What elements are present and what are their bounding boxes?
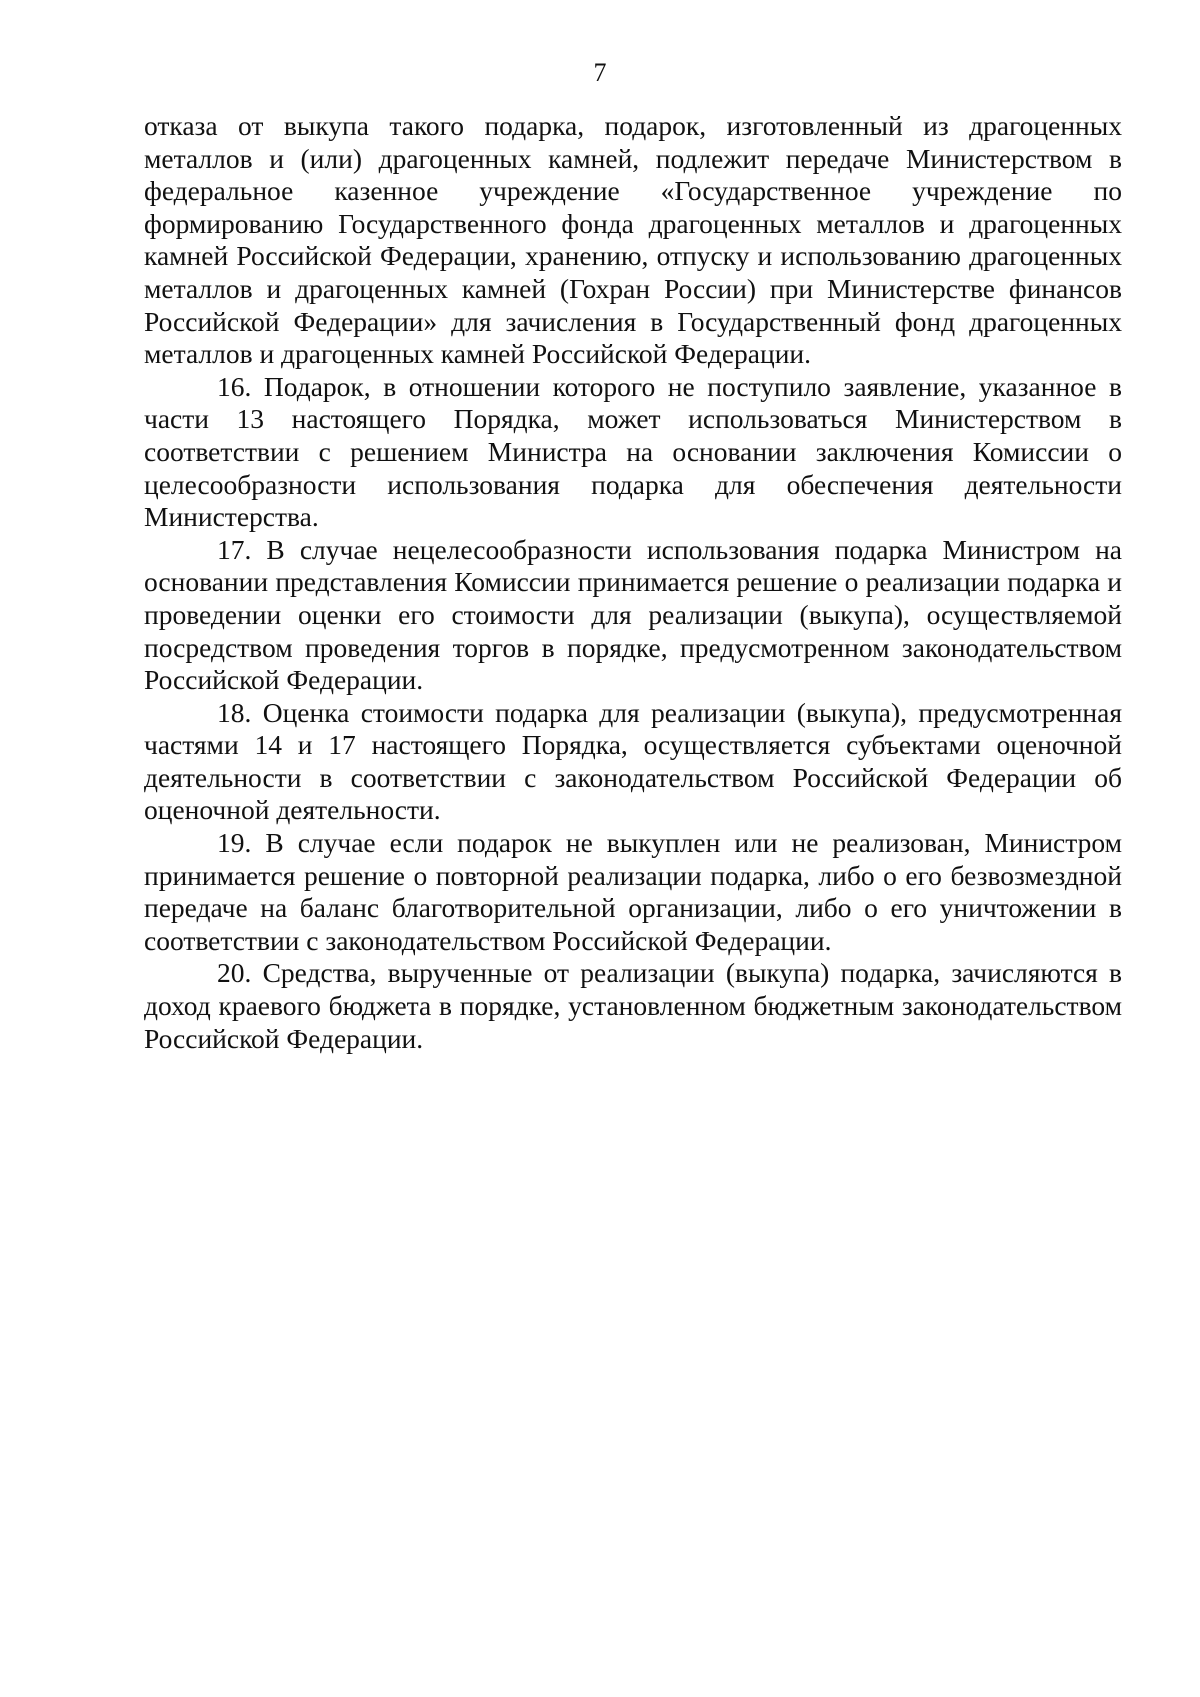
page-number: 7 (593, 58, 607, 87)
paragraph-continuation: отказа от выкупа такого подарка, подарок, изготовленный из драгоценных металлов и (или) драгоценных камней, подлежит передаче Министерством в федеральное казенное учреждение «Государственное учреждение по формированию Государственного фонда драгоценных металлов и драгоценных камней Российской Федерации, хранению, отпуску и использованию драгоценных металлов и драгоценных камней (Гохран России) при Министерстве финансов Российской Федерации» для зачисления в Государственный фонд драгоценных металлов и драгоценных камней Российской Федерации. (144, 110, 1122, 370)
paragraph-16: 16. Подарок, в отношении которого не поступило заявление, указанное в части 13 настоящего Порядка, может использоваться Министерством в соответствии с решением Министра на основании заключения Комиссии о целесообразности использования подарка для обеспечения деятельности Министерства. (144, 370, 1122, 533)
paragraph-20: 20. Средства, вырученные от реализации (выкупа) подарка, зачисляются в доход краевого бюджета в порядке, установленном бюджетным законодательством Российской Федерации. (144, 957, 1122, 1054)
paragraph-18: 18. Оценка стоимости подарка для реализации (выкупа), предусмотренная частями 14 и 17 настоящего Порядка, осуществляется субъектами оценочной деятельности в соответствии с законодательством Российской Федерации об оценочной деятельности. (144, 696, 1122, 826)
document-body (144, 110, 1122, 1055)
paragraph-17: 17. В случае нецелесообразности использования подарка Министром на основании представления Комиссии принимается решение о реализации подарка и проведении оценки его стоимости для реализации (выкупа), осуществляемой посредством проведения торгов в порядке, предусмотренном законодательством Российской Федерации. (144, 533, 1122, 696)
paragraph-19: 19. В случае если подарок не выкуплен или не реализован, Министром принимается решение о повторной реализации подарка, либо о его безвозмездной передаче на баланс благотворительной организации, либо о его уничтожении в соответствии с законодательством Российской Федерации. (144, 827, 1122, 956)
